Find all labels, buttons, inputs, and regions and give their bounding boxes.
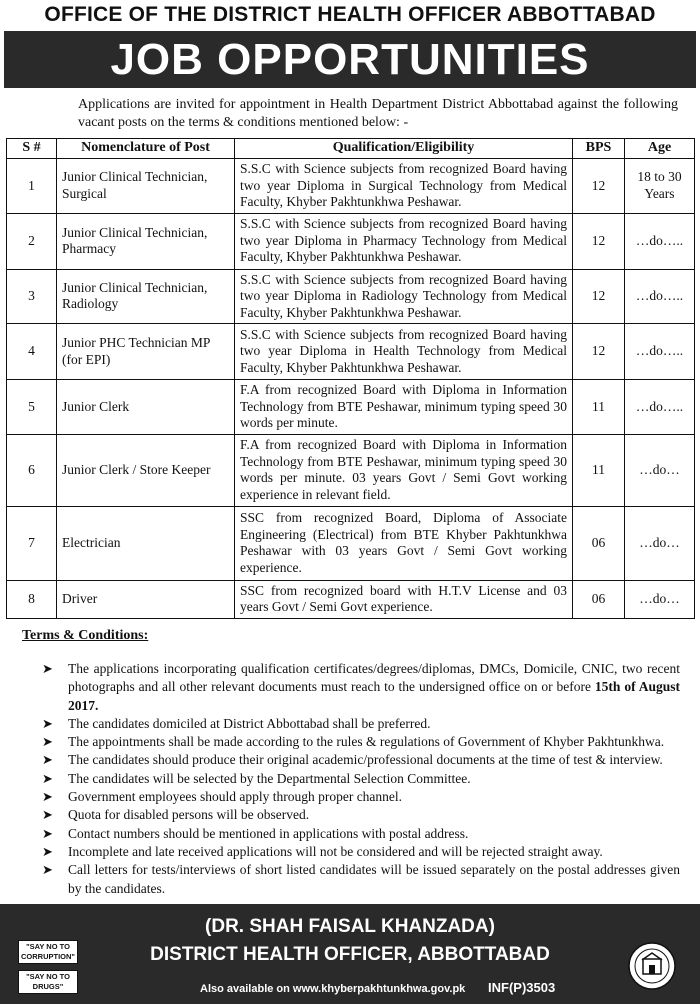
row-sno: 3 [7,269,57,324]
row-bps: 12 [573,269,625,324]
job-opportunities-banner: JOB OPPORTUNITIES [4,31,696,88]
posts-table [6,138,695,619]
table-row [7,380,695,435]
row-age: …do….. [625,380,695,435]
terms-item [40,715,680,733]
row-post: Junior Clinical Technician, Radiology [57,269,235,324]
row-post: Driver [57,580,235,618]
row-age: …do….. [625,269,695,324]
row-bps: 06 [573,506,625,580]
row-qualification: S.S.C with Science subjects from recognized Board having two year Diploma in Pharmacy Technology from Medical Faculty, Khyber Pakhtunkhwa Peshawar. [235,213,573,269]
arrow-bullet-icon: ➤ [42,807,53,823]
arrow-bullet-icon: ➤ [42,789,53,805]
also-available-note: Also available on www.khyberpakhtunkhwa.gov.pk [200,983,466,995]
column-header-bps: BPS [573,139,625,159]
row-sno: 2 [7,213,57,269]
row-qualification: S.S.C with Science subjects from recognized Board having two year Diploma in Radiology Technology from Medical Faculty, Khyber Pakhtunkhwa Peshawar. [235,269,573,324]
row-post: Junior Clinical Technician, Surgical [57,159,235,214]
table-row [7,434,695,506]
column-header-qualification: Qualification/Eligibility [235,139,573,159]
footer-bar [0,904,700,1004]
row-bps: 12 [573,159,625,214]
table-row [7,506,695,580]
terms-item [40,861,680,898]
table-row [7,580,695,618]
arrow-bullet-icon: ➤ [42,715,53,731]
say-no-to-corruption-stamp: "SAY NO TO CORRUPTION" [18,940,78,964]
row-age: …do… [625,580,695,618]
terms-title: Terms & Conditions: [22,628,149,643]
terms-item [40,770,680,788]
column-header-age: Age [625,139,695,159]
row-bps: 06 [573,580,625,618]
arrow-bullet-icon: ➤ [42,734,53,750]
arrow-bullet-icon: ➤ [42,770,53,786]
arrow-bullet-icon: ➤ [42,752,53,768]
arrow-bullet-icon: ➤ [42,661,53,676]
terms-list [40,660,680,898]
terms-item-text: Incomplete and late received applications will not be considered and will be rejected straight away. [68,843,603,859]
row-age: …do….. [625,324,695,380]
row-qualification: F.A from recognized Board with Diploma in Information Technology from BTE Peshawar, minimum typing speed 30 words per minute. 03 years Govt / Semi Govt working experience in relevant field. [235,434,573,506]
terms-item-text: The applications incorporating qualification certificates/degrees/diplomas, DMCs, Domicile, CNIC, two recent photographs and all other relevant documents must reach to the undersigned office on or before [68,661,680,695]
row-qualification: S.S.C with Science subjects from recognized Board having two year Diploma in Health Technology from Medical Faculty, Khyber Pakhtunkhwa Peshawar. [235,324,573,380]
inf-code: INF(P)3503 [488,980,556,995]
say-no-to-drugs-stamp: "SAY NO TO DRUGS" [18,970,78,994]
terms-item-text: Call letters for tests/interviews of short listed candidates will be issued separately on the postal addresses given by the candidates. [68,862,680,896]
row-sno: 6 [7,434,57,506]
office-title: OFFICE OF THE DISTRICT HEALTH OFFICER ABBOTTABAD [44,3,656,26]
terms-item-text: Government employees should apply through proper channel. [68,789,403,805]
row-bps: 11 [573,380,625,435]
row-sno: 1 [7,159,57,214]
terms-item [40,660,680,715]
row-sno: 7 [7,506,57,580]
signatory-title: DISTRICT HEALTH OFFICER, ABBOTTABAD [150,944,550,965]
table-row [7,213,695,269]
column-header-post: Nomenclature of Post [57,139,235,159]
terms-item-text: Quota for disabled persons will be observed. [68,807,310,823]
terms-item-text: The candidates domiciled at District Abbottabad shall be preferred. [68,715,431,731]
row-bps: 11 [573,434,625,506]
deadline-date: 15th of August 2017. [68,679,680,713]
table-row [7,324,695,380]
row-age: 18 to 30 Years [625,159,695,214]
row-post: Junior Clerk / Store Keeper [57,434,235,506]
government-seal-icon [628,942,676,990]
signatory-name: (DR. SHAH FAISAL KHANZADA) [205,916,495,937]
intro-paragraph: Applications are invited for appointment in Health Department District Abbottabad against the following vacant posts on the terms & conditions mentioned below: - [78,97,678,130]
row-bps: 12 [573,324,625,380]
row-post: Electrician [57,506,235,580]
column-header-sno: S # [7,139,57,159]
arrow-bullet-icon: ➤ [42,862,53,878]
terms-item-text: The candidates will be selected by the Departmental Selection Committee. [68,770,471,786]
terms-item [40,733,680,751]
terms-item [40,806,680,824]
table-row [7,269,695,324]
row-qualification: SSC from recognized board with H.T.V License and 03 years Govt / Semi Govt experience. [235,580,573,618]
terms-item [40,788,680,806]
table-header-row [7,139,695,159]
row-post: Junior Clinical Technician, Pharmacy [57,213,235,269]
terms-item-text: The appointments shall be made according to the rules & regulations of Government of Khyber Pakhtunkhwa. [68,734,665,750]
row-post: Junior PHC Technician MP (for EPI) [57,324,235,380]
terms-item [40,843,680,861]
row-age: …do… [625,506,695,580]
row-sno: 4 [7,324,57,380]
row-sno: 5 [7,380,57,435]
row-qualification: SSC from recognized Board, Diploma of Associate Engineering (Electrical) from BTE Khyber Pakhtunkhwa Peshawar with 03 years Govt / Semi Govt working experience. [235,506,573,580]
row-bps: 12 [573,213,625,269]
row-age: …do… [625,434,695,506]
terms-item [40,825,680,843]
table-row [7,159,695,214]
terms-item [40,751,680,769]
row-qualification: F.A from recognized Board with Diploma in Information Technology from BTE Peshawar, minimum typing speed 30 words per minute. [235,380,573,435]
row-post: Junior Clerk [57,380,235,435]
row-qualification: S.S.C with Science subjects from recognized Board having two year Diploma in Surgical Technology from Medical Faculty, Khyber Pakhtunkhwa Peshawar. [235,159,573,214]
arrow-bullet-icon: ➤ [42,843,53,859]
row-age: …do….. [625,213,695,269]
terms-item-text: The candidates should produce their original academic/professional documents at the time of test & interview. [68,752,663,768]
terms-item-text: Contact numbers should be mentioned in applications with postal address. [68,825,469,841]
arrow-bullet-icon: ➤ [42,825,53,841]
row-sno: 8 [7,580,57,618]
